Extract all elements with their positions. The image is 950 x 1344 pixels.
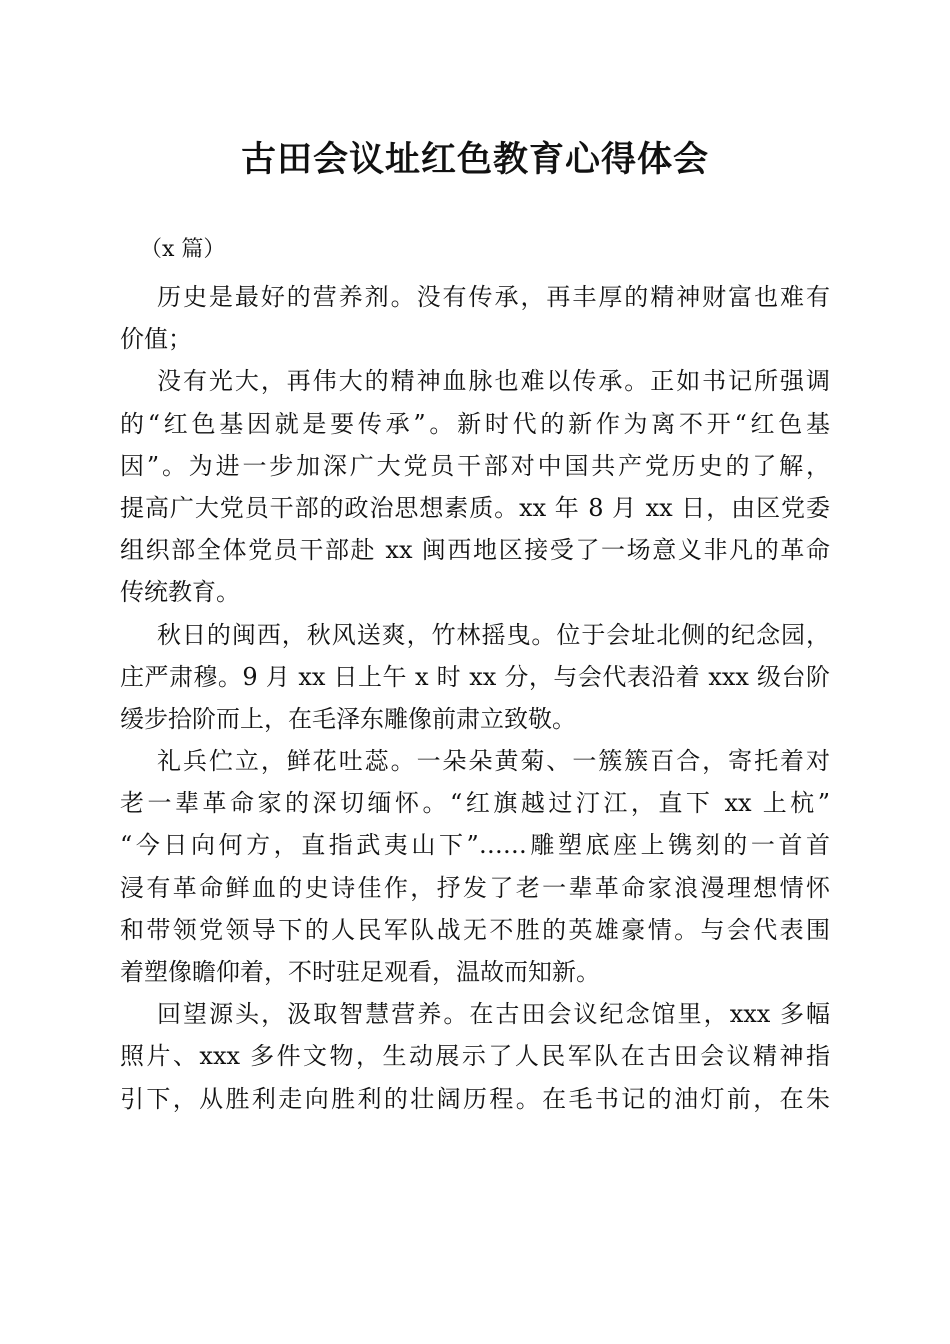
text-line: 照片、xxx 多件文物，生动展示了人民军队在古田会议精神指 — [120, 1042, 830, 1071]
text-line: 引下，从胜利走向胜利的壮阔历程。在毛书记的油灯前，在朱 — [120, 1084, 830, 1113]
paragraph — [120, 993, 830, 1120]
document-title: 古田会议址红色教育心得体会 — [240, 139, 709, 180]
paragraph — [120, 276, 830, 360]
document-body — [120, 276, 830, 1120]
paragraph — [120, 614, 830, 741]
text-line: 的“红色基因就是要传承”。新时代的新作为离不开“红色基 — [120, 409, 830, 438]
text-line: 价值； — [120, 325, 192, 354]
text-line: 和带领党领导下的人民军队战无不胜的英雄豪情。与会代表围 — [120, 915, 830, 944]
text-line: 庄严肃穆。9 月 xx 日上午 x 时 xx 分，与会代表沿着 xxx 级台阶 — [120, 662, 830, 691]
document-subtitle: （x 篇） — [140, 237, 226, 262]
text-line: 组织部全体党员干部赴 xx 闽西地区接受了一场意义非凡的革命 — [120, 536, 830, 565]
paragraph — [120, 740, 830, 993]
text-line: 历史是最好的营养剂。没有传承，再丰厚的精神财富也难有 — [157, 283, 830, 311]
text-line: 着塑像瞻仰着，不时驻足观看，温故而知新。 — [120, 958, 600, 986]
paragraph — [120, 360, 830, 613]
text-line: 没有光大，再伟大的精神血脉也难以传承。正如书记所强调 — [157, 367, 830, 396]
text-line: 秋日的闽西，秋风送爽，竹林摇曳。位于会址北侧的纪念园， — [157, 620, 830, 649]
text-line: 老一辈革命家的深切缅怀。“红旗越过汀江，直下 xx 上杭” — [120, 789, 830, 818]
text-line: 礼兵伫立，鲜花吐蕊。一朵朵黄菊、一簇簇百合，寄托着对 — [157, 747, 830, 776]
text-line: 回望源头，汲取智慧营养。在古田会议纪念馆里，xxx 多幅 — [157, 1000, 830, 1029]
text-line: 缓步拾阶而上，在毛泽东雕像前肃立致敬。 — [120, 704, 576, 733]
text-line: 浸有革命鲜血的史诗佳作，抒发了老一辈革命家浪漫理想情怀 — [120, 873, 830, 902]
text-line: “今日向何方，直指武夷山下”……雕塑底座上镌刻的一首首 — [120, 831, 830, 860]
text-line: 传统教育。 — [120, 578, 240, 607]
text-line: 提高广大党员干部的政治思想素质。xx 年 8 月 xx 日，由区党委 — [120, 493, 830, 522]
text-line: 因”。为进一步加深广大党员干部对中国共产党历史的了解， — [120, 451, 830, 480]
